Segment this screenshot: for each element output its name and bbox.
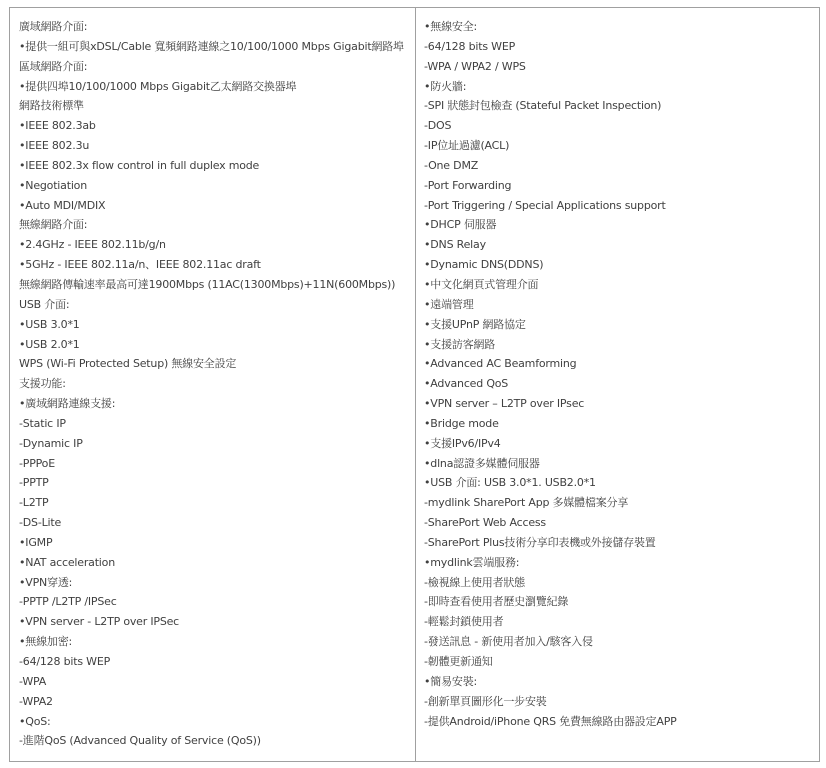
spec-line: -64/128 bits WEP — [424, 39, 516, 53]
spec-line: •2.4GHz - IEEE 802.11b/g/n — [19, 238, 166, 252]
spec-line: 無線網路介面: — [19, 218, 88, 232]
spec-line: -PPTP /L2TP /IPSec — [19, 595, 117, 609]
spec-line: -DOS — [424, 119, 452, 133]
spec-line: WPS (Wi-Fi Protected Setup) 無線安全設定 — [19, 357, 237, 371]
spec-line: -One DMZ — [424, 158, 479, 172]
spec-line: •USB 3.0*1 — [19, 317, 80, 331]
spec-line: -輕鬆封鎖使用者 — [424, 615, 504, 629]
spec-line: •VPN server – L2TP over IPsec — [424, 397, 585, 411]
spec-line: 無線網路傳輸速率最高可達1900Mbps (11AC(1300Mbps)+11N(600Mbps)) — [19, 277, 396, 291]
spec-line: •USB 介面: USB 3.0*1. USB2.0*1 — [424, 476, 596, 490]
spec-line: •Advanced QoS — [424, 377, 509, 391]
spec-line: -SharePort Plus技術分享印表機或外接儲存裝置 — [424, 535, 656, 549]
spec-line: •Auto MDI/MDIX — [19, 198, 106, 212]
spec-line: -DS-Lite — [19, 516, 62, 530]
spec-line: -即時查看使用者歷史瀏覽紀錄 — [424, 595, 569, 609]
spec-line: -進階QoS (Advanced Quality of Service (QoS)) — [19, 734, 261, 748]
spec-line: •Dynamic DNS(DDNS) — [424, 258, 544, 272]
spec-line: •NAT acceleration — [19, 555, 115, 569]
spec-line: -PPTP — [19, 476, 49, 490]
spec-line: -創新單頁圖形化一步安裝 — [424, 694, 547, 708]
spec-line: 區域網路介面: — [19, 59, 88, 73]
spec-line: •IEEE 802.3ab — [19, 119, 96, 133]
spec-line: -Port Forwarding — [424, 178, 512, 192]
spec-line: 網路技術標準 — [19, 99, 84, 113]
spec-line: •Advanced AC Beamforming — [424, 357, 577, 371]
spec-line: •支援UPnP 網路協定 — [424, 317, 526, 331]
spec-line: •遠端管理 — [424, 297, 474, 311]
spec-line: -mydlink SharePort App 多媒體檔案分享 — [424, 496, 629, 510]
spec-line: •IGMP — [19, 535, 53, 549]
spec-column-left — [10, 8, 416, 761]
spec-line: •支援訪客網路 — [424, 337, 496, 351]
spec-column-right — [416, 8, 819, 761]
spec-line: -Static IP — [19, 416, 66, 430]
spec-line: -WPA2 — [19, 694, 53, 708]
spec-line: •DHCP 伺服器 — [424, 218, 497, 232]
spec-line: -SharePort Web Access — [424, 516, 546, 530]
spec-line: •Bridge mode — [424, 416, 499, 430]
spec-line: •DNS Relay — [424, 238, 486, 252]
spec-line: •VPN server - L2TP over IPSec — [19, 615, 180, 629]
spec-line: -檢視線上使用者狀態 — [424, 575, 525, 589]
spec-line: •VPN穿透: — [19, 575, 73, 589]
spec-line: 支援功能: — [19, 377, 66, 391]
spec-line: -WPA — [19, 674, 47, 688]
spec-line: •無線安全: — [424, 20, 477, 33]
spec-line: •簡易安裝: — [424, 674, 477, 688]
spec-line: •無線加密: — [19, 635, 72, 649]
spec-line: -Dynamic IP — [19, 436, 83, 450]
spec-line: •dlna認證多媒體伺服器 — [424, 456, 540, 470]
spec-line: -WPA / WPA2 / WPS — [424, 59, 526, 73]
spec-line: •廣域網路連線支援: — [19, 397, 116, 411]
spec-line: •IEEE 802.3x flow control in full duplex mode — [19, 158, 260, 172]
spec-line: -韌體更新通知 — [424, 655, 493, 668]
spec-line: •IEEE 802.3u — [19, 139, 90, 153]
spec-line: -SPI 狀態封包檢查 (Stateful Packet Inspection) — [424, 99, 662, 113]
spec-line: •中文化網頁式管理介面 — [424, 277, 539, 291]
spec-line: •QoS: — [19, 714, 51, 728]
spec-line: -IP位址過濾(ACL) — [424, 139, 510, 153]
spec-line: •mydlink雲端服務: — [424, 555, 520, 569]
spec-line: -PPPoE — [19, 456, 55, 470]
spec-line: USB 介面: — [19, 297, 70, 311]
spec-table — [9, 7, 820, 762]
spec-line: -L2TP — [19, 496, 49, 510]
spec-line: 廣域網路介面: — [19, 20, 88, 33]
spec-line: -提供Android/iPhone QRS 免費無線路由器設定APP — [424, 714, 677, 728]
spec-line: •5GHz - IEEE 802.11a/n、IEEE 802.11ac draft — [19, 258, 261, 272]
spec-line: •Negotiation — [19, 178, 87, 192]
spec-line: •防火牆: — [424, 79, 467, 93]
spec-line: -Port Triggering / Special Applications support — [424, 198, 666, 212]
spec-line: -64/128 bits WEP — [19, 655, 111, 668]
spec-line: -發送訊息 - 新使用者加入/駭客入侵 — [424, 635, 593, 649]
spec-line: •USB 2.0*1 — [19, 337, 80, 351]
spec-line: •支援IPv6/IPv4 — [424, 436, 501, 450]
spec-line: •提供一組可與xDSL/Cable 寬頻網路連線之10/100/1000 Mbps Gigabit網路埠 — [19, 39, 404, 53]
spec-line: •提供四埠10/100/1000 Mbps Gigabit乙太網路交換器埠 — [19, 79, 297, 93]
